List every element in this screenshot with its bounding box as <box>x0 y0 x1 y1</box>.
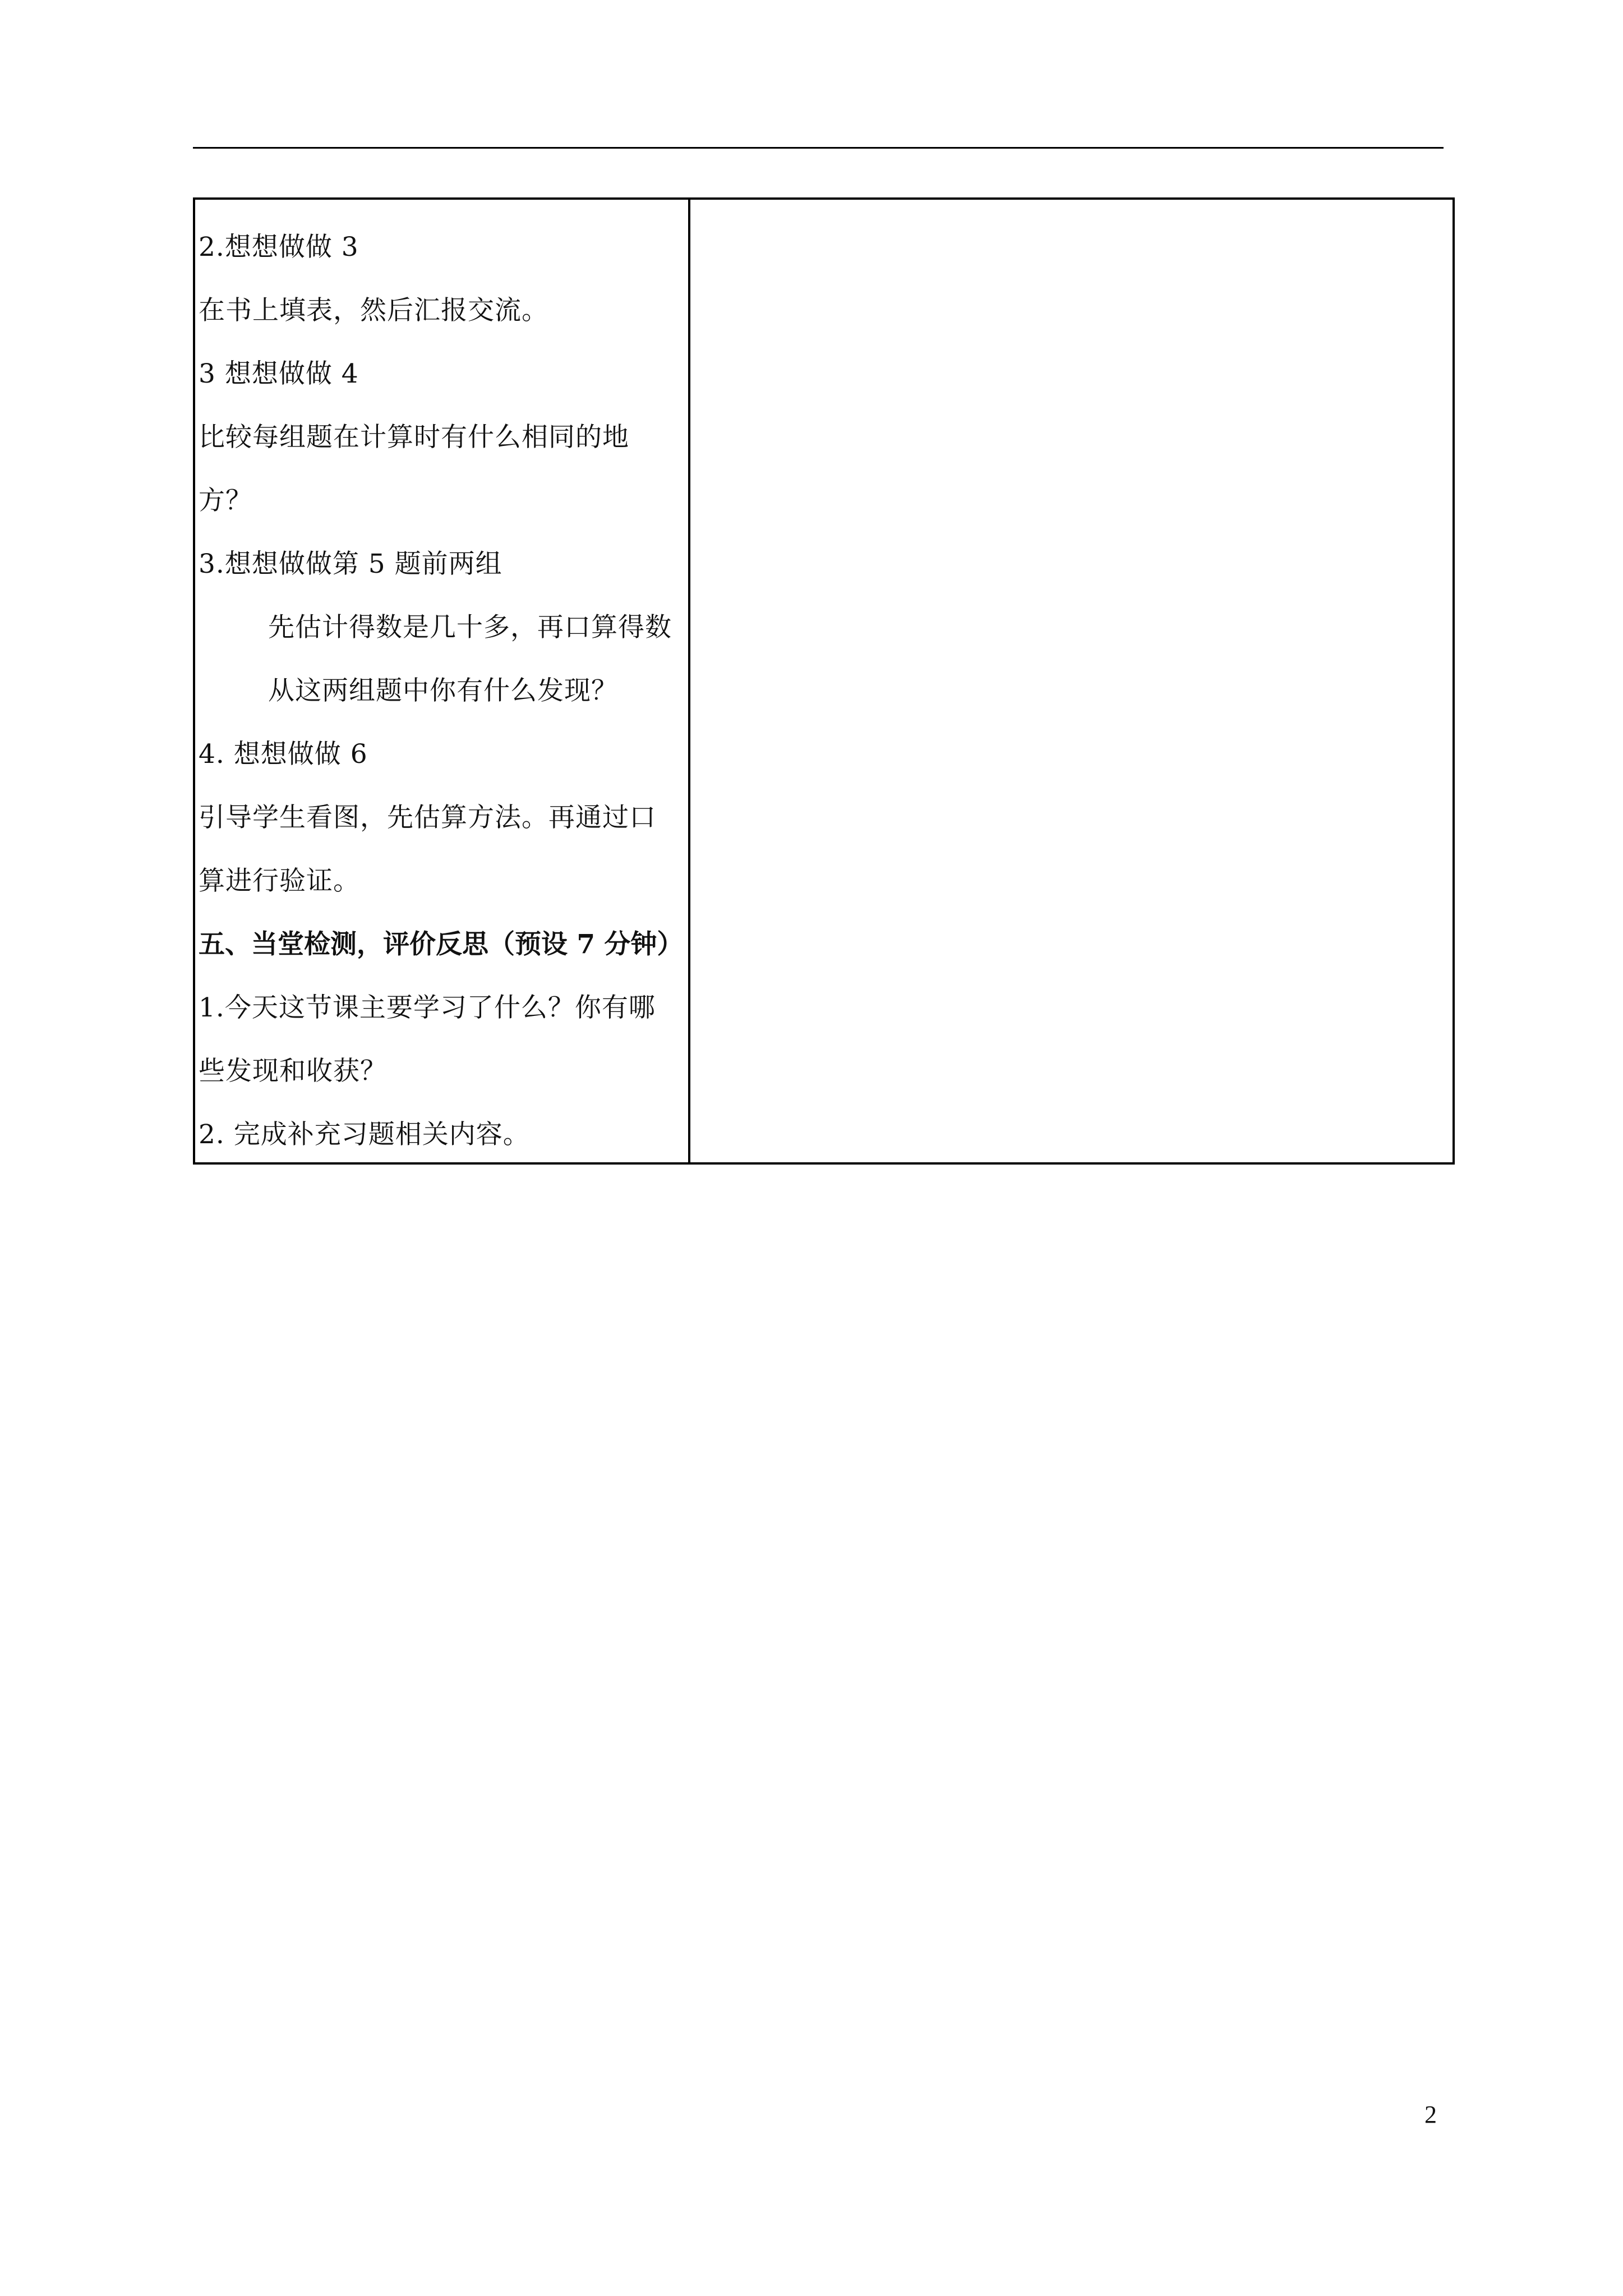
header-rule <box>193 147 1444 149</box>
lesson-line: 些发现和收获？ <box>199 1056 387 1087</box>
lesson-line: 1.今天这节课主要学习了什么？你有哪 <box>199 992 656 1023</box>
lesson-line: 3 想想做做 4 <box>199 358 359 389</box>
lesson-line: 在书上填表，然后汇报交流。 <box>199 295 548 326</box>
lesson-line: 先估计得数是几十多，再口算得数 <box>268 612 672 643</box>
page-number: 2 <box>1424 2101 1437 2128</box>
lesson-line: 从这两组题中你有什么发现？ <box>268 675 618 706</box>
lesson-line: 2. 完成补充习题相关内容。 <box>199 1119 530 1150</box>
lesson-line: 引导学生看图，先估算方法。再通过口 <box>199 802 656 833</box>
section-heading: 五、当堂检测，评价反思（预设 7 分钟） <box>199 929 684 960</box>
lesson-table <box>193 197 1455 1165</box>
lesson-steps-column <box>195 200 688 1162</box>
lesson-line: 2.想想做做 3 <box>199 232 359 263</box>
lesson-line: 3.想想做做第 5 题前两组 <box>199 549 502 579</box>
lesson-line: 4. 想想做做 6 <box>199 739 368 770</box>
lesson-line: 比较每组题在计算时有什么相同的地 <box>199 422 629 453</box>
lesson-line: 算进行验证。 <box>199 866 360 896</box>
lesson-line: 方？ <box>199 485 252 516</box>
notes-column <box>690 200 1453 1162</box>
